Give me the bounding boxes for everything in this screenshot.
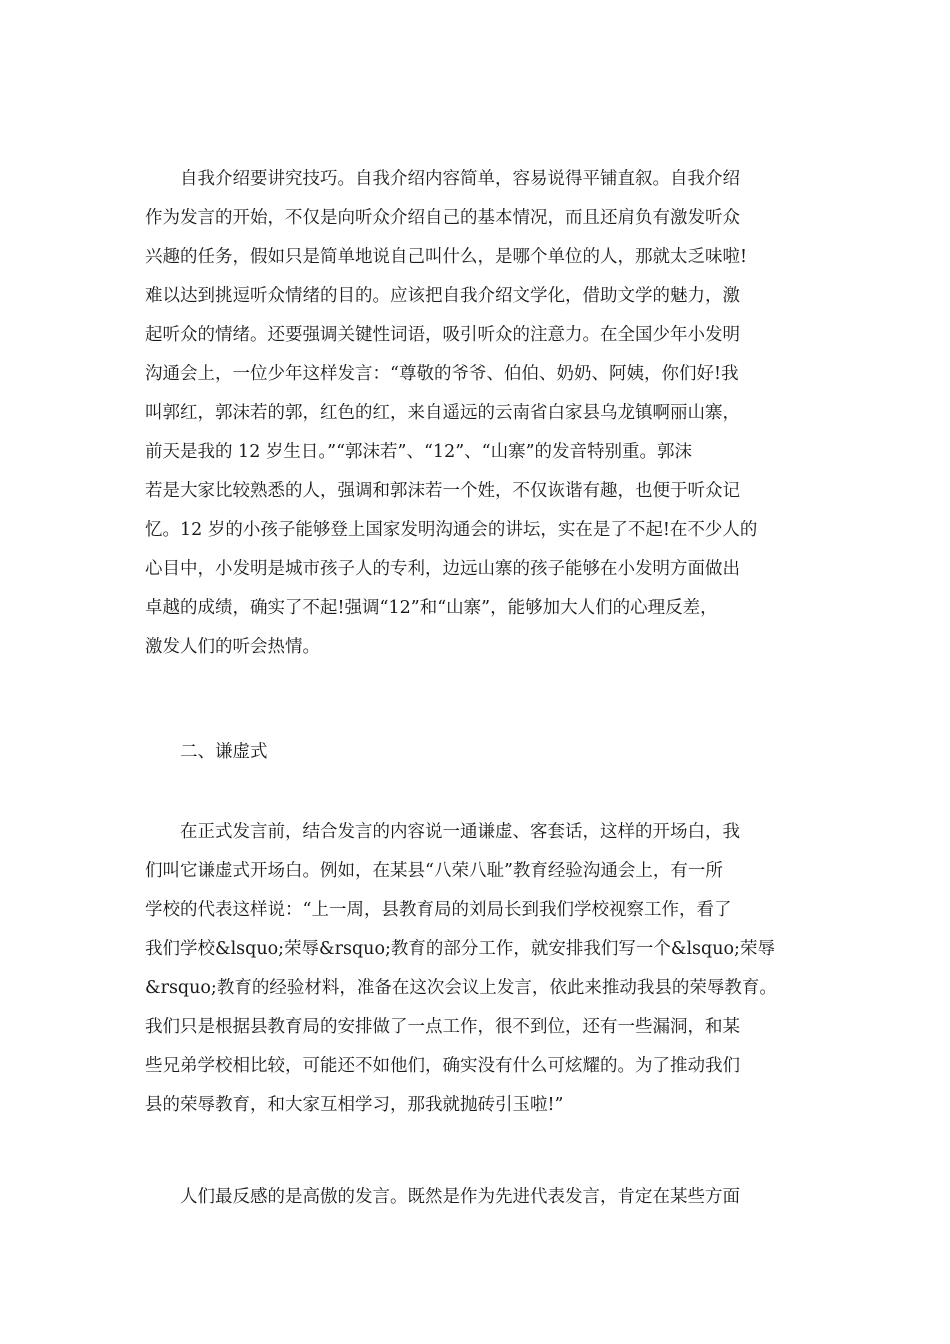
text-line: 前天是我的 12 岁生日。”“郭沫若”、“12”、“山寨”的发音特别重。郭沫	[145, 442, 693, 462]
text-line: 起听众的情绪。还要强调关键性词语，吸引听众的注意力。在全国少年小发明	[145, 325, 740, 345]
text-line: 叫郭红，郭沫若的郭，红色的红，来自遥远的云南省白家县乌龙镇啊丽山寨，	[145, 403, 740, 423]
text-line: 忆。12 岁的小孩子能够登上国家发明沟通会的讲坛，实在是了不起!在不少人的	[145, 520, 758, 540]
text-line: 卓越的成绩，确实了不起!强调“12”和“山寨”，能够加大人们的心理反差，	[145, 598, 718, 618]
text-line: 人们最反感的是高傲的发言。既然是作为先进代表发言，肯定在某些方面	[145, 1187, 740, 1207]
text-line: 难以达到挑逗听众情绪的目的。应该把自我介绍文学化，借助文学的魅力，激	[145, 286, 740, 306]
text-line: 沟通会上，一位少年这样发言：“尊敬的爷爷、伯伯、奶奶、阿姨，你们好!我	[145, 364, 739, 384]
text-line: 我们学校&lsquo;荣辱&rsquo;教育的部分工作，就安排我们写一个&lsquo;荣辱	[145, 939, 775, 959]
text-line: 若是大家比较熟悉的人，强调和郭沫若一个姓，不仅诙谐有趣，也便于听众记	[145, 481, 740, 501]
text-line: 自我介绍要讲究技巧。自我介绍内容简单，容易说得平铺直叙。自我介绍	[145, 169, 740, 189]
text-line: 县的荣辱教育，和大家互相学习，那我就抛砖引玉啦!”	[145, 1095, 564, 1115]
text-line: &rsquo;教育的经验材料，准备在这次会议上发言，依此来推动我县的荣辱教育。	[145, 978, 777, 998]
text-line: 在正式发言前，结合发言的内容说一通谦虚、客套话，这样的开场白，我	[145, 822, 740, 842]
text-line: 些兄弟学校相比较，可能还不如他们，确实没有什么可炫耀的。为了推动我们	[145, 1056, 740, 1076]
text-line: 们叫它谦虚式开场白。例如，在某县“八荣八耻”教育经验沟通会上，有一所	[145, 861, 723, 881]
text-line: 作为发言的开始，不仅是向听众介绍自己的基本情况，而且还肩负有激发听众	[145, 208, 740, 228]
text-line: 我们只是根据县教育局的安排做了一点工作，很不到位，还有一些漏洞，和某	[145, 1017, 740, 1037]
section-heading: 二、谦虚式	[145, 742, 268, 762]
text-line: 学校的代表这样说：“上一周，县教育局的刘局长到我们学校视察工作，看了	[145, 900, 732, 920]
text-line: 心目中，小发明是城市孩子人的专利，边远山寨的孩子能够在小发明方面做出	[145, 559, 740, 579]
text-line: 激发人们的听会热情。	[145, 637, 320, 657]
text-line: 兴趣的任务，假如只是简单地说自己叫什么，是哪个单位的人，那就太乏味啦!	[145, 247, 748, 267]
